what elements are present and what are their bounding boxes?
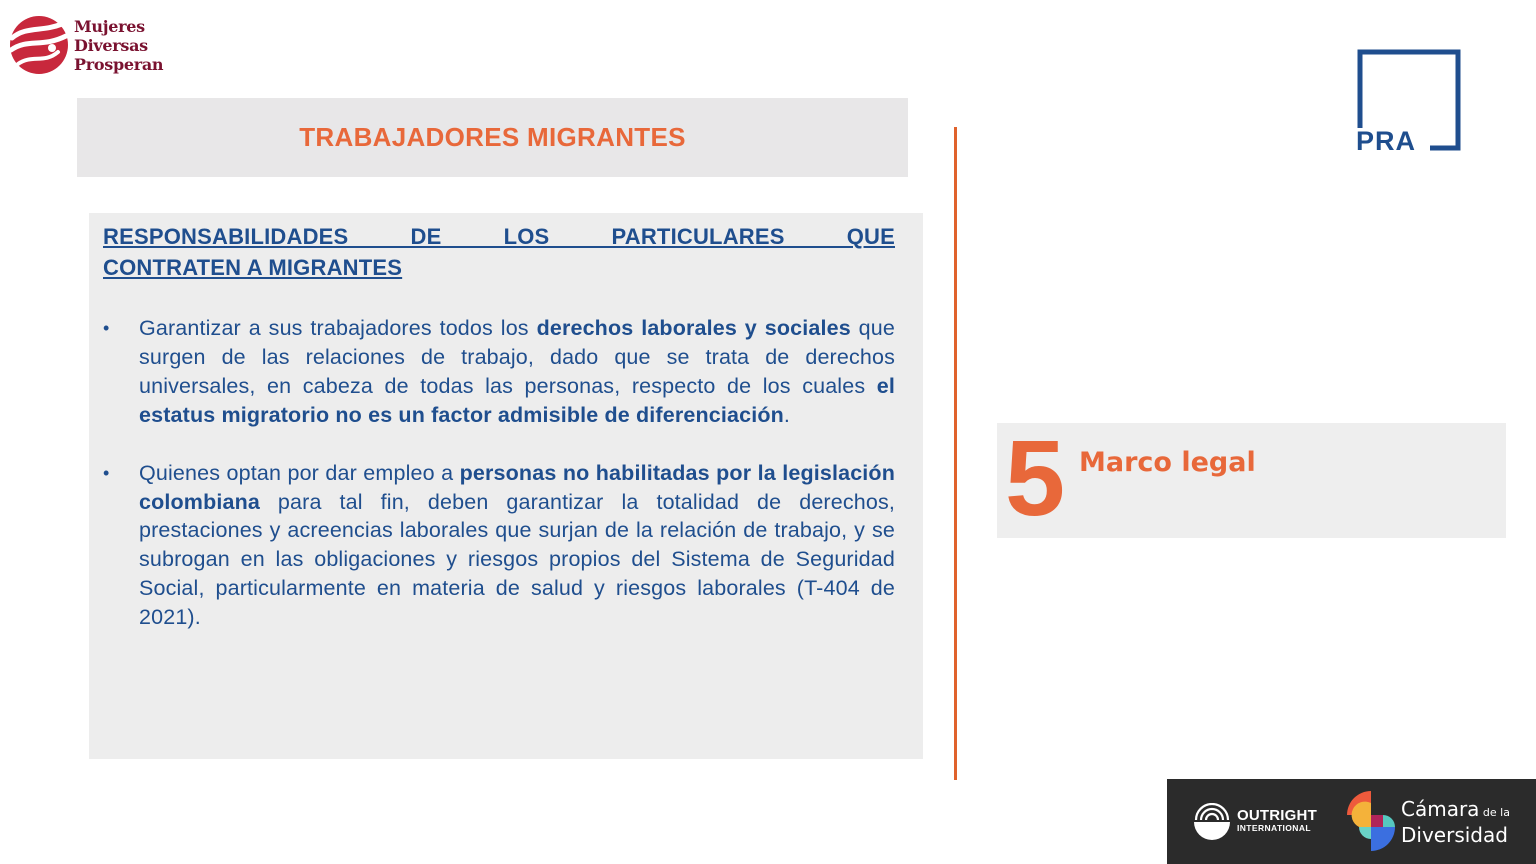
outright-line-1: OUTRIGHT [1237, 807, 1317, 824]
outright-rainbow-icon [1193, 803, 1231, 841]
content-heading-line-1: RESPONSABILIDADES DE LOS PARTICULARES QUE [103, 224, 895, 249]
section-number: 5 [1005, 417, 1066, 538]
mdp-line-3: Prosperan [74, 54, 164, 74]
content-heading-line-2: CONTRATEN A MIGRANTES [103, 255, 403, 280]
camara-word: Cámara [1401, 797, 1480, 821]
pra-logo [1356, 48, 1462, 152]
slide-title: TRABAJADORES MIGRANTES [299, 122, 686, 152]
section-indicator [997, 417, 1506, 538]
bullet-text-bold: personas no habilitadas por la legislación colombiana [139, 460, 895, 514]
mdp-wordmark [74, 17, 163, 74]
vertical-divider [954, 127, 957, 780]
bullet-list [103, 314, 895, 632]
outright-line-2: INTERNATIONAL [1237, 823, 1311, 833]
camara-mosaic-icon [1345, 789, 1397, 855]
bullet-item [103, 314, 895, 430]
bullet-text: Garantizar a sus trabajadores todos los [139, 316, 537, 340]
camara-de-la: de la [1479, 806, 1510, 819]
camara-line-1 [1401, 798, 1510, 824]
partner-logos-bar [1167, 779, 1536, 864]
mdp-line-2: Diversas [74, 35, 148, 55]
bullet-text-bold: el estatus migratorio no es un factor admisible de diferenciación [139, 373, 895, 427]
camara-line-2: Diversidad [1401, 823, 1508, 847]
bullet-text: Quienes optan por dar empleo a [139, 460, 460, 485]
bullet-text-bold: derechos laborales y sociales [536, 316, 851, 340]
content-body [103, 221, 895, 661]
slide-title-banner [77, 98, 908, 177]
camara-diversidad-logo [1345, 789, 1510, 855]
content-panel [89, 213, 923, 759]
bullet-icon: • [103, 462, 110, 483]
bullet-text: para tal fin, deben garantizar la totalidad de derechos, prestaciones y acreencias laborales que surjan de la relación de trabajo, y se subrogan en las obligaciones y riesgos propios del Sistema de Seguridad Social, particularmente en materia de salud y riesgos laborales (T-404 de 2021). [139, 489, 895, 630]
outright-international-logo [1193, 803, 1317, 841]
svg-text:PRA: PRA [1356, 126, 1417, 152]
content-heading [103, 221, 895, 283]
section-label: Marco legal [1079, 447, 1256, 478]
bullet-text: que surgen de las relaciones de trabajo, dado que se trata de derechos universales, en cabeza de todas las personas, respecto de los cuales [139, 316, 895, 398]
bullet-text: . [783, 402, 791, 427]
bullet-item [103, 459, 895, 632]
mdp-line-1: Mujeres [74, 16, 145, 36]
mdp-swirl-icon [8, 14, 70, 76]
bullet-icon: • [103, 318, 110, 338]
mujeres-diversas-prosperan-logo [8, 12, 188, 78]
